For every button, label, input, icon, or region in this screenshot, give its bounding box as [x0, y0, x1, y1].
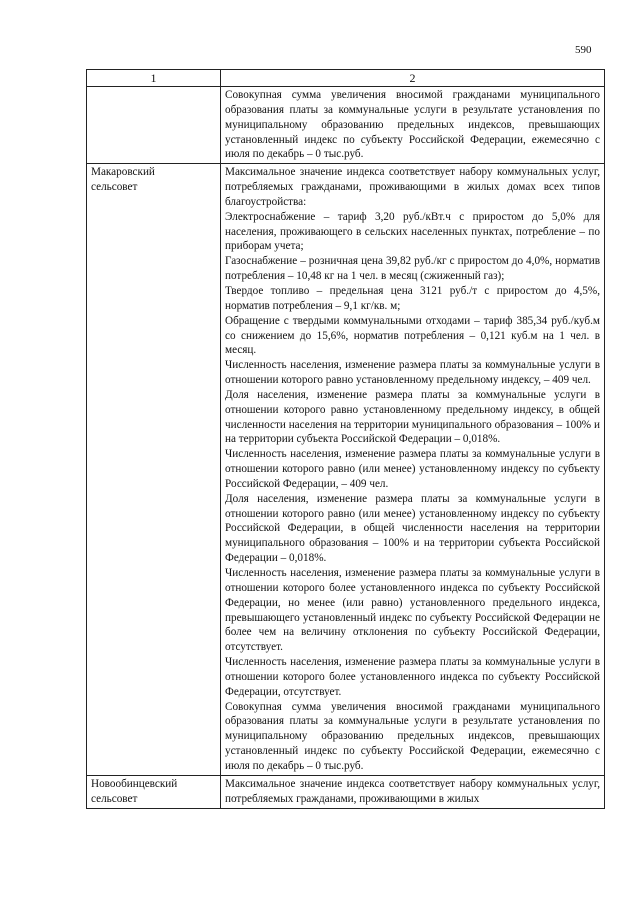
paragraph: Обращение с твердыми коммунальными отходами – тариф 385,34 руб./куб.м со снижением до 15,6%, норматив потребления – 0,121 куб.м на 1 чел. в месяц.: [225, 314, 600, 357]
table-row: [87, 164, 605, 776]
paragraph: Твердое топливо – предельная цена 3121 руб./т с приростом до 4,5%, норматив потребления – 9,1 кг/кв. м;: [225, 284, 600, 312]
municipality-name-line: сельсовет: [91, 792, 138, 805]
table-row: [87, 87, 605, 164]
description-cell: [221, 775, 605, 808]
description-cell: [221, 164, 605, 776]
paragraph: Электроснабжение – тариф 3,20 руб./кВт.ч с приростом до 5,0% для населения, проживающего в сельских населенных пунктах, потребление – по приборам учета;: [225, 210, 600, 253]
paragraph: Газоснабжение – розничная цена 39,82 руб./кг с приростом до 4,0%, норматив потребления – 10,48 кг на 1 чел. в месяц (сжиженный газ);: [225, 255, 600, 283]
page-number: 590: [575, 44, 592, 56]
municipality-name-line: Макаровский: [91, 166, 155, 179]
paragraph: Численность населения, изменение размера платы за коммунальные услуги в отношении которого равно установленному предельному индексу, – 409 чел.: [225, 359, 600, 387]
paragraph: Численность населения, изменение размера платы за коммунальные услуги в отношении которого более установленного индекса по субъекту Российской Федерации, отсутствует.: [225, 656, 600, 698]
table-header-row: [87, 70, 605, 87]
paragraph: Максимальное значение индекса соответствует набору коммунальных услуг, потребляемых гражданами, проживающими в жилых: [225, 777, 600, 805]
municipality-name-cell: [87, 164, 221, 776]
paragraph: Максимальное значение индекса соответствует набору коммунальных услуг, потребляемых гражданами, проживающими в жилых домах всех типов благоустройства:: [225, 166, 600, 208]
municipality-name-cell: [87, 87, 221, 164]
column-2-header: 2: [221, 70, 605, 87]
paragraph: Доля населения, изменение размера платы за коммунальные услуги в отношении которого равно (или менее) установленному индексу по субъекту Российской Федерации, в общей численности населения на территории муниципального образования – 100% и на территории субъекта Российской Федерации – 0,018%.: [225, 492, 600, 565]
municipality-name-line: сельсовет: [91, 181, 138, 194]
column-1-header: 1: [87, 70, 221, 87]
municipality-name-line: Новообинцевский: [91, 777, 178, 790]
paragraph: Совокупная сумма увеличения вносимой гражданами муниципального образования платы за коммунальные услуги в результате установления по муниципальному образованию предельных индексов, превышающих установленный индекс по субъекту Российской Федерации, ежемесячно с июля по декабрь – 0 тыс.руб.: [225, 89, 600, 161]
paragraph: Совокупная сумма увеличения вносимой гражданами муниципального образования платы за коммунальные услуги в результате установления по муниципальному образованию предельных индексов, превышающих установленный индекс по субъекту Российской Федерации, ежемесячно с июля по декабрь – 0 тыс.руб.: [225, 700, 600, 772]
paragraph: Численность населения, изменение размера платы за коммунальные услуги в отношении которого равно (или менее) установленному индексу по субъекту Российской Федерации, – 409 чел.: [225, 448, 600, 490]
municipality-name-cell: [87, 775, 221, 808]
paragraph: Доля населения, изменение размера платы за коммунальные услуги в отношении которого равно установленному предельному индексу, в общей численности населения на территории муниципального образования – 100% и на территории субъекта Российской Федерации – 0,018%.: [225, 388, 600, 446]
description-cell: [221, 87, 605, 164]
paragraph: Численность населения, изменение размера платы за коммунальные услуги в отношении которого более установленного индекса по субъекту Российской Федерации, но менее (или равно) установленного предельного индекса, превышающего установленный индекс по субъекту Российской Федерации не более чем на величину отклонения по субъекту Российской Федерации, отсутствует.: [225, 567, 600, 654]
table-row: [87, 775, 605, 808]
document-table: [86, 69, 605, 809]
